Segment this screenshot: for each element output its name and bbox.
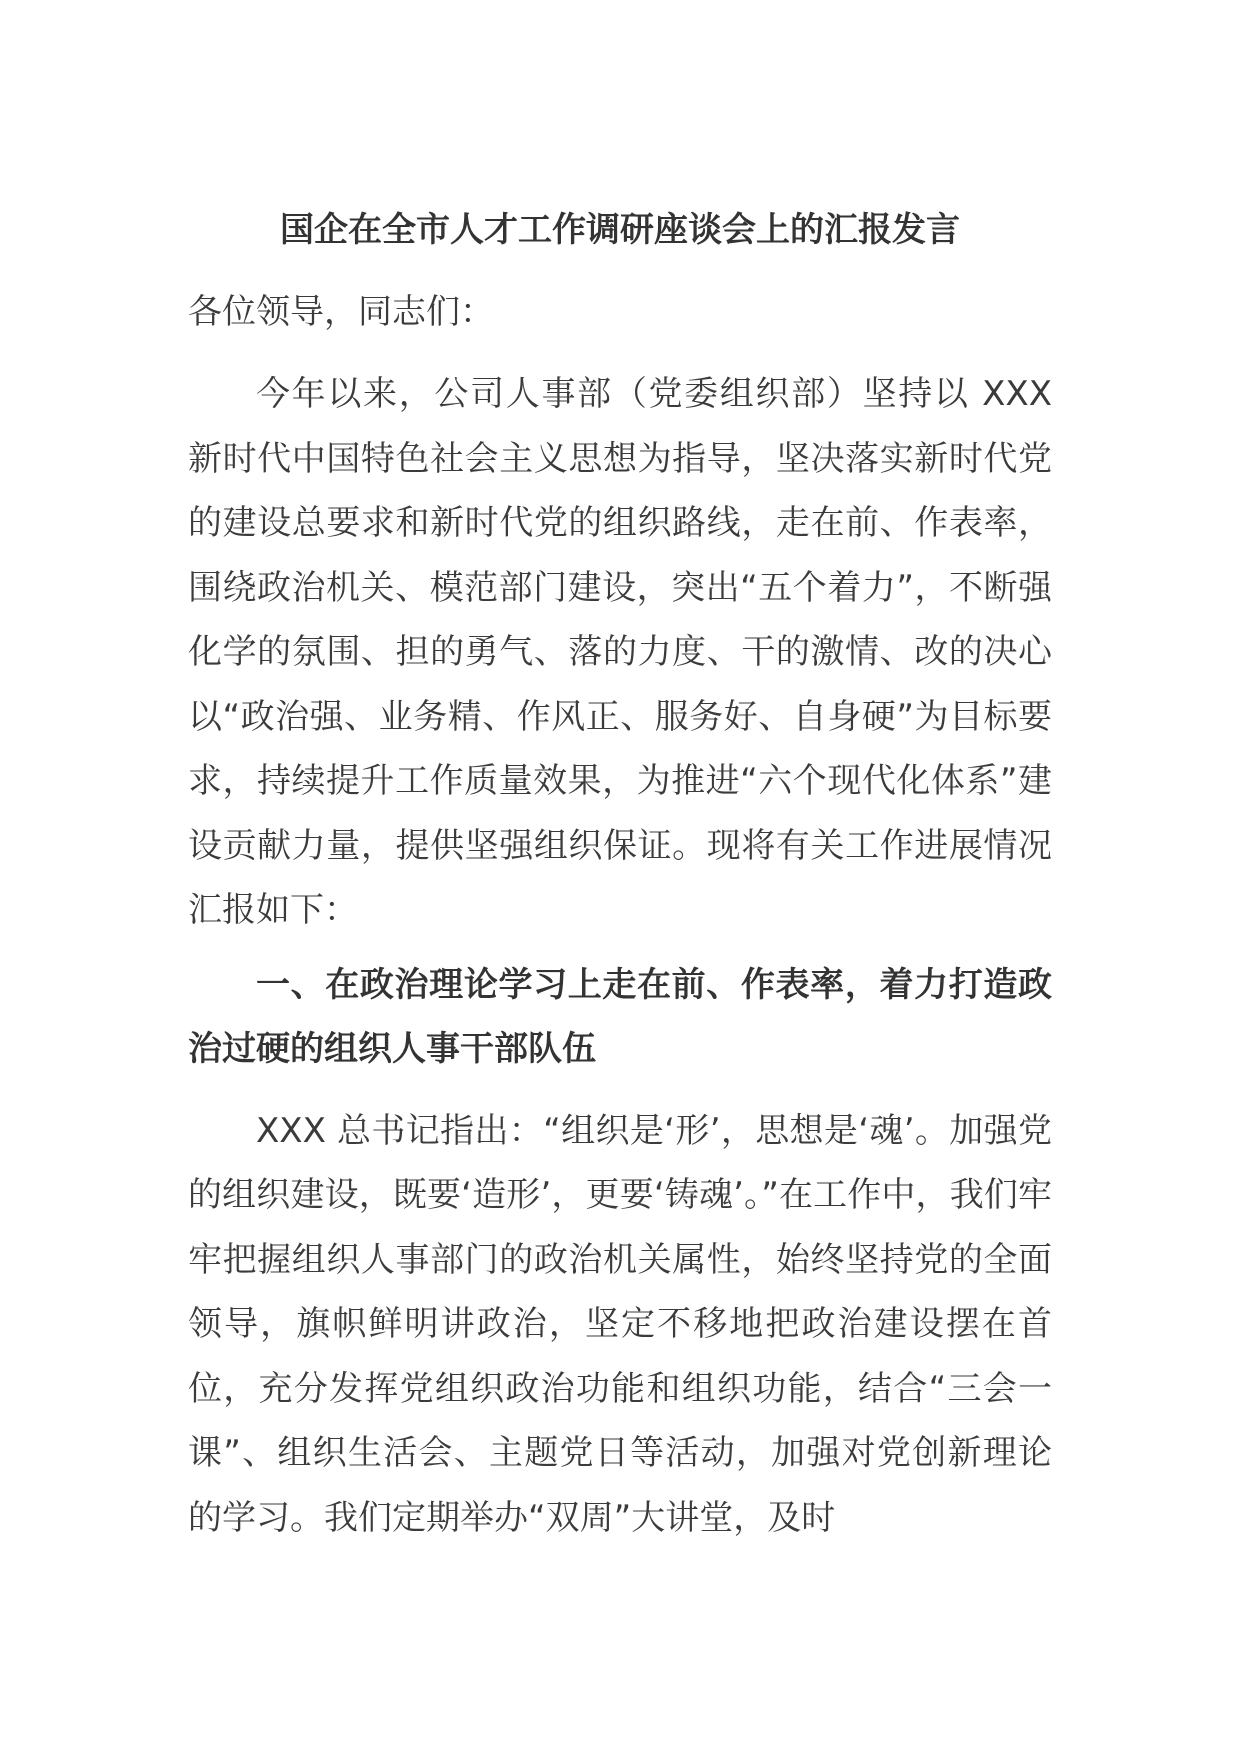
document-body [188, 280, 1052, 1550]
section-paragraph-1: XXX 总书记指出：“组织是‘形’，思想是‘魂’。加强党的组织建设，既要‘造形’，更要‘铸魂’。”在工作中，我们牢牢把握组织人事部门的政治机关属性，始终坚持党的全面领导，旗帜鲜明讲政治，坚定不移地把政治建设摆在首位，充分发挥党组织政治功能和组织功能，结合“三会一课”、组织生活会、主题党日等活动，加强对党创新理论的学习。我们定期举办“双周”大讲堂，及时 [188, 1110, 1052, 1538]
section-heading-1: 一、在政治理论学习上走在前、作表率，着力打造政治过硬的组织人事干部队伍 [188, 964, 1052, 1069]
greeting-line: 各位领导，同志们： [188, 292, 494, 332]
document-title: 国企在全市人才工作调研座谈会上的汇报发言 [280, 210, 960, 250]
intro-paragraph: 今年以来，公司人事部（党委组织部）坚持以 XXX 新时代中国特色社会主义思想为指导，坚决落实新时代党的建设总要求和新时代党的组织路线，走在前、作表率，围绕政治机关、模范部门建设，突出“五个着力”，不断强化学的氛围、担的勇气、落的力度、干的激情、改的决心以“政治强、业务精、作风正、服务好、自身硬”为目标要求，持续提升工作质量效果，为推进“六个现代化体系”建设贡献力量，提供坚强组织保证。现将有关工作进展情况汇报如下： [188, 374, 1052, 930]
